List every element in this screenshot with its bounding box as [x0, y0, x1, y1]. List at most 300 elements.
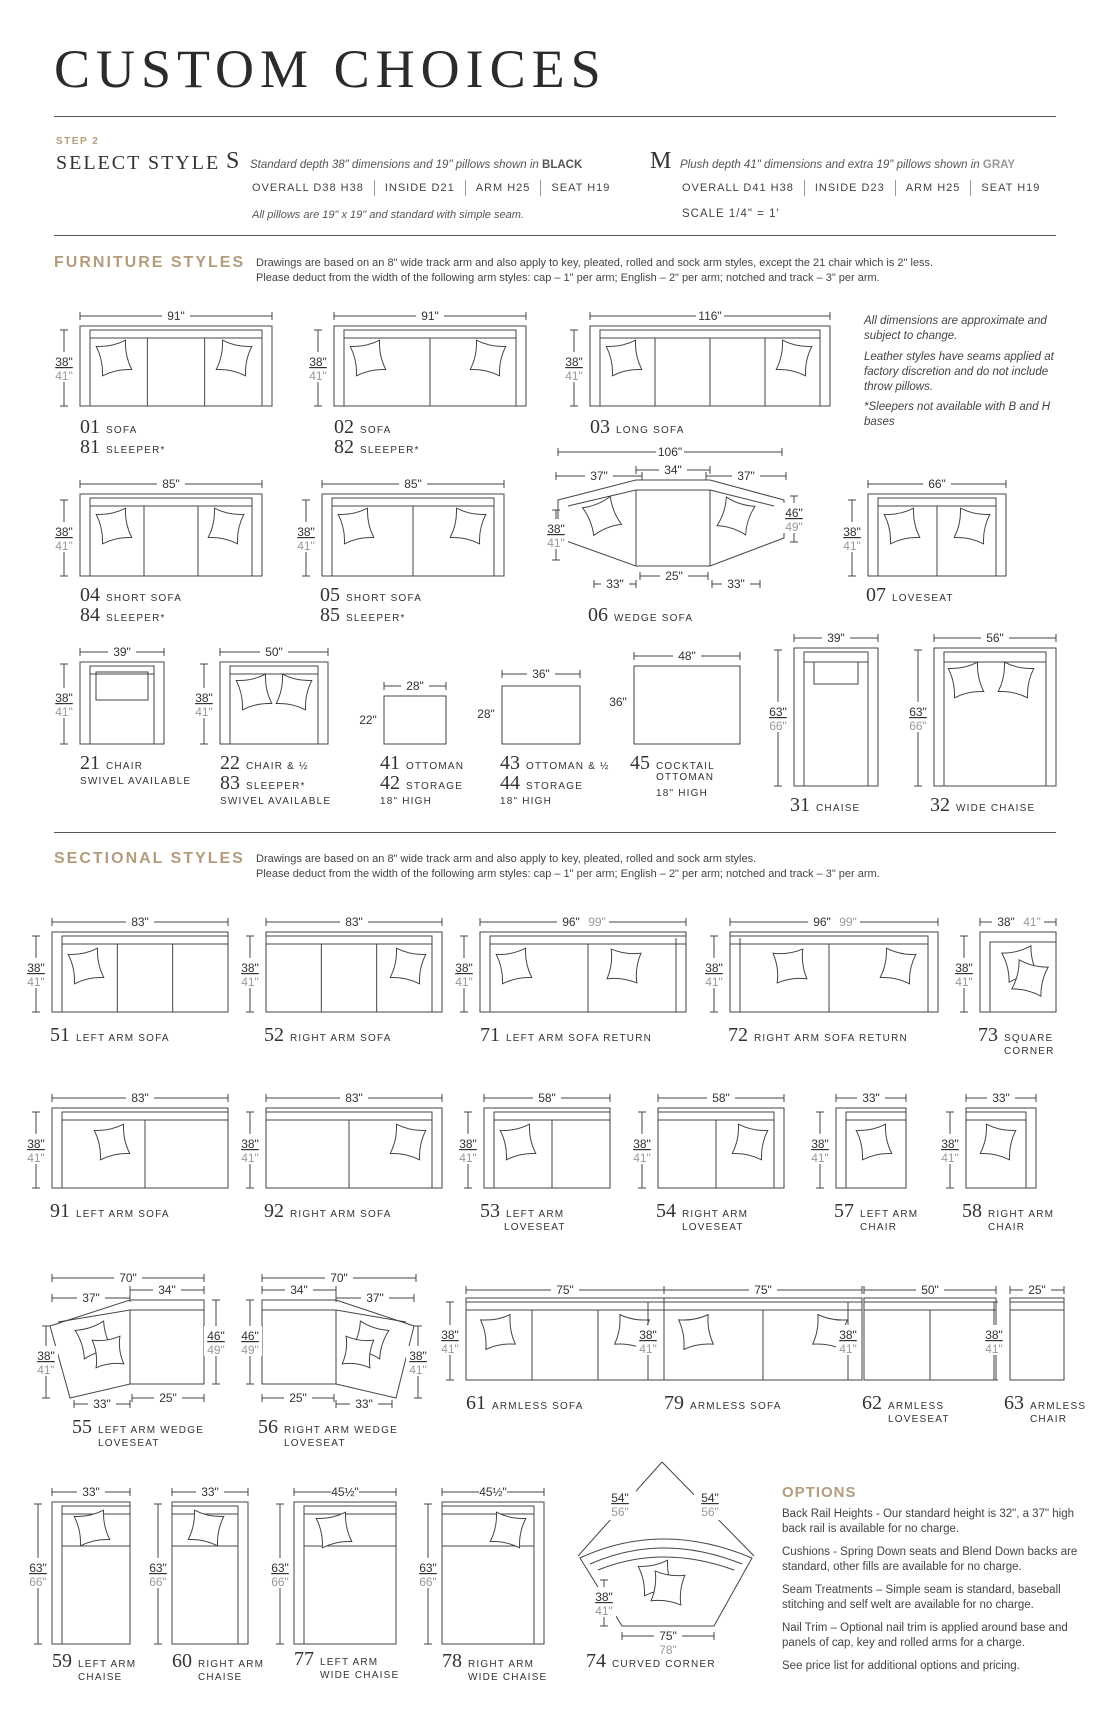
- ottoman-45: [634, 666, 740, 744]
- dim-43-w-label: 36": [532, 667, 550, 681]
- dim-79-w-label: 75": [754, 1283, 772, 1297]
- furniture-divider: [54, 832, 1056, 833]
- name-42: STORAGE: [406, 781, 464, 792]
- label-62: [862, 1392, 944, 1415]
- label-60: [172, 1650, 264, 1673]
- name-71: LEFT ARM SOFA RETURN: [506, 1033, 653, 1044]
- dim-77-d-d2: 66": [271, 1575, 289, 1589]
- label-81: [80, 436, 166, 459]
- dim-72-w-label2: 99": [839, 915, 857, 929]
- label-56: [258, 1416, 398, 1439]
- dim-74-d-d1: 38": [595, 1590, 613, 1604]
- dim-74-a2: 56": [611, 1505, 629, 1519]
- dim-58-d-d1: 38": [941, 1137, 959, 1151]
- m-inside: INSIDE D23: [814, 181, 885, 194]
- dim-74-w2: 78": [659, 1643, 677, 1657]
- sec-59-pillow: [74, 1510, 110, 1546]
- name-62: ARMLESS: [888, 1401, 945, 1412]
- dim-56-d-d2: 41": [409, 1363, 427, 1377]
- sec-57-pillow: [856, 1124, 892, 1160]
- label-21: [80, 752, 143, 775]
- name-58: RIGHT ARM: [988, 1209, 1055, 1220]
- name-05: SHORT SOFA: [346, 593, 423, 604]
- s-inside: INSIDE D21: [384, 181, 455, 194]
- sub-78: WIDE CHAISE: [468, 1672, 548, 1683]
- num-31: 31: [790, 794, 810, 816]
- num-73: 73: [978, 1024, 998, 1046]
- num-44: 44: [500, 772, 520, 794]
- num-63: 63: [1004, 1392, 1024, 1414]
- note-approx: All dimensions are approximate and subject to change.: [864, 315, 1047, 342]
- num-54: 54: [656, 1200, 676, 1222]
- num-51: 51: [50, 1024, 70, 1046]
- dim-63-d-d2: 41": [985, 1342, 1003, 1356]
- dim-72-d-d2: 41": [705, 975, 723, 989]
- option-back-rail: Back Rail Heights - Our standard height is 32", a 37" high back rail is available for no charge.: [782, 1508, 1074, 1535]
- dim-53-d-d1: 38": [459, 1137, 477, 1151]
- num-05: 05: [320, 584, 340, 606]
- label-58: [962, 1200, 1054, 1223]
- dim-06-d-d1: 38": [547, 522, 565, 536]
- dim-52-w-label: 83": [345, 915, 363, 929]
- sec-53-backrail: [494, 1112, 610, 1120]
- num-85: 85: [320, 604, 340, 626]
- dim-62-d-d2: 41": [839, 1342, 857, 1356]
- m-arm: ARM H25: [905, 181, 961, 194]
- sec-63-backrail: [1010, 1302, 1064, 1310]
- label-61: [466, 1392, 584, 1415]
- dim-55-e-d1: 46": [207, 1329, 225, 1343]
- sofa-05-pillow: [450, 508, 486, 544]
- num-92: 92: [264, 1200, 284, 1222]
- name-32: WIDE CHAISE: [956, 803, 1036, 814]
- label-07: [866, 584, 954, 607]
- sec-72-pillow: [773, 949, 807, 983]
- sofa-02-pillow: [470, 340, 506, 376]
- sofa-01-pillow: [96, 340, 132, 376]
- name-74: CURVED CORNER: [612, 1659, 716, 1670]
- name-60: RIGHT ARM: [198, 1659, 265, 1670]
- sofa-04-pillow: [208, 508, 244, 544]
- sub-63: CHAIR: [1030, 1414, 1068, 1425]
- dim-07-d-d1: 38": [843, 525, 861, 539]
- sec-55-pillow: [92, 1336, 124, 1368]
- num-55: 55: [72, 1416, 92, 1438]
- dim-74-w-label: 75": [659, 1629, 677, 1643]
- chair-21-backrail: [90, 666, 154, 674]
- option-nail-trim: Nail Trim – Optional nail trim is applied around base and panels of cap, key and rolled arms for a charge.: [782, 1622, 1068, 1649]
- sectional-heading: SECTIONAL STYLES: [54, 850, 245, 867]
- label-53: [480, 1200, 564, 1223]
- dim-53-d-d2: 41": [459, 1151, 477, 1165]
- s-arm: ARM H25: [475, 181, 531, 194]
- label-77: [294, 1648, 378, 1671]
- options-panel: [782, 1484, 1082, 1682]
- m-seat: SEAT H19: [981, 181, 1041, 194]
- dim-45-d: 36": [609, 695, 627, 709]
- sec-79-pillow: [679, 1315, 714, 1350]
- dim-61-w-label: 75": [556, 1283, 574, 1297]
- sectional-desc-1: Drawings are based on an 8" wide track arm and also apply to key, pleated, rolled and sock arm styles.: [256, 853, 757, 865]
- label-79: [664, 1392, 782, 1415]
- dim-06-g-label: 25": [665, 569, 683, 583]
- sofa-05-pillow: [338, 508, 374, 544]
- sub-57: CHAIR: [860, 1222, 898, 1233]
- dim-41-w-label: 28": [406, 679, 424, 693]
- dim-07-w-label: 66": [928, 477, 946, 491]
- sub-22: SWIVEL AVAILABLE: [220, 796, 332, 807]
- num-45: 45: [630, 752, 650, 774]
- dim-06-h-label: 33": [727, 577, 745, 591]
- options-heading: OPTIONS: [782, 1484, 857, 1501]
- label-55: [72, 1416, 204, 1439]
- sec-72-pillow: [880, 948, 916, 984]
- name-78: RIGHT ARM: [468, 1659, 535, 1670]
- name-92: RIGHT ARM SOFA: [290, 1209, 392, 1220]
- name-61: ARMLESS SOFA: [492, 1401, 584, 1412]
- label-85: [320, 604, 406, 627]
- dim-62-w-label: 50": [921, 1283, 939, 1297]
- name-82: SLEEPER*: [360, 445, 420, 456]
- sec-54-pillow: [732, 1124, 768, 1160]
- dim-77-d-d1: 63": [271, 1561, 289, 1575]
- dim-91-d-d2: 41": [27, 1151, 45, 1165]
- dim-21-d-d2: 41": [55, 705, 73, 719]
- sofa-03-pillow: [606, 340, 642, 376]
- name-84: SLEEPER*: [106, 613, 166, 624]
- dim-55-b-label: 34": [158, 1283, 176, 1297]
- num-01: 01: [80, 416, 100, 438]
- style-s-letter: S: [226, 148, 240, 174]
- furniture-desc-2: Please deduct from the width of the following arm styles: cap – 1" per arm; English – 2" per arm; notched and track – 3" per arm.: [256, 272, 880, 284]
- dim-73-w-label2: 41": [1023, 915, 1041, 929]
- dim-06-e-d1: 46": [785, 506, 803, 520]
- num-61: 61: [466, 1392, 486, 1414]
- sofa-04-pillow: [96, 508, 132, 544]
- sec-59-back: [62, 1506, 130, 1514]
- dim-51-w-label: 83": [131, 915, 149, 929]
- num-84: 84: [80, 604, 100, 626]
- name-01: SOFA: [106, 425, 138, 436]
- sec-72-backrail: [730, 936, 928, 944]
- label-83: [220, 772, 306, 795]
- dim-74-b2: 56": [701, 1505, 719, 1519]
- sec-51-pillow: [68, 948, 104, 984]
- num-91: 91: [50, 1200, 70, 1222]
- name-53: LEFT ARM: [506, 1209, 565, 1220]
- sec-78-frame: [442, 1502, 544, 1644]
- label-74: [586, 1650, 716, 1673]
- dim-56-e-d1: 46": [241, 1329, 259, 1343]
- label-72: [728, 1024, 908, 1047]
- dim-78-w-label: 45½": [479, 1485, 507, 1499]
- dim-06-d-d2: 41": [547, 536, 565, 550]
- dim-92-d-d1: 38": [241, 1137, 259, 1151]
- sec-53-pillow: [500, 1124, 536, 1160]
- dim-73-w-label: 38": [997, 915, 1015, 929]
- name-31: CHAISE: [816, 803, 861, 814]
- name-03: LONG SOFA: [616, 425, 685, 436]
- num-22: 22: [220, 752, 240, 774]
- wedge-06-pillow: [717, 497, 755, 535]
- name-85: SLEEPER*: [346, 613, 406, 624]
- sec-71-pillow: [496, 948, 532, 984]
- name-83: SLEEPER*: [246, 781, 306, 792]
- dim-91-w-label: 83": [131, 1091, 149, 1105]
- dim-74-d-d2: 41": [595, 1604, 613, 1618]
- sub-55: LOVESEAT: [98, 1438, 160, 1449]
- chaise-32-back: [944, 652, 1046, 662]
- num-21: 21: [80, 752, 100, 774]
- dim-56-b-label: 37": [366, 1291, 384, 1305]
- sub-21: SWIVEL AVAILABLE: [80, 776, 192, 787]
- num-53: 53: [480, 1200, 500, 1222]
- sectional-desc-2: Please deduct from the width of the following arm styles: cap – 1" per arm; English – 2" per arm; notched and track – 3" per arm.: [256, 868, 880, 880]
- sec-92-backrail: [266, 1112, 432, 1120]
- dim-32-d-d2: 66": [909, 719, 927, 733]
- dim-55-w-label: 70": [119, 1271, 137, 1285]
- num-32: 32: [930, 794, 950, 816]
- label-51: [50, 1024, 170, 1047]
- sec-60-back: [172, 1506, 238, 1514]
- dim-57-d-d1: 38": [811, 1137, 829, 1151]
- num-83: 83: [220, 772, 240, 794]
- dim-41-d: 22": [359, 713, 377, 727]
- chair-22-pillow: [276, 674, 312, 710]
- sec-92-pillow: [390, 1124, 426, 1160]
- dim-03-w-label: 116": [698, 309, 722, 323]
- ottoman-41: [384, 696, 446, 744]
- sofa-07-backrail: [878, 498, 996, 506]
- dim-79-d-d1: 38": [639, 1328, 657, 1342]
- style-m-color: GRAY: [982, 159, 1016, 171]
- dim-52-d-d2: 41": [241, 975, 259, 989]
- dim-61-d-d2: 41": [441, 1342, 459, 1356]
- name-77: LEFT ARM: [320, 1657, 379, 1668]
- sec-58-backrail: [966, 1112, 1026, 1120]
- label-84: [80, 604, 166, 627]
- dim-72-w-label: 96": [813, 915, 831, 929]
- s-seat: SEAT H19: [551, 181, 611, 194]
- label-57: [834, 1200, 918, 1223]
- label-31: [790, 794, 860, 817]
- sub-62: LOVESEAT: [888, 1414, 950, 1425]
- num-06: 06: [588, 604, 608, 626]
- label-91: [50, 1200, 170, 1223]
- label-82: [334, 436, 420, 459]
- style-s-color: BLACK: [542, 159, 583, 171]
- dim-06-c-label: 37": [737, 469, 755, 483]
- name-56: RIGHT ARM WEDGE: [284, 1425, 398, 1436]
- dim-04-d-d2: 41": [55, 539, 73, 553]
- dim-43-d: 28": [477, 707, 495, 721]
- sec-60-pillow: [188, 1510, 224, 1546]
- label-59: [52, 1650, 136, 1673]
- num-79: 79: [664, 1392, 684, 1414]
- sec-58-pillow: [980, 1124, 1016, 1160]
- dim-07-d-d2: 41": [843, 539, 861, 553]
- chair-22-pillow: [236, 674, 272, 710]
- dim-55-e-d2: 49": [207, 1343, 225, 1357]
- dim-31-d-d2: 66": [769, 719, 787, 733]
- dim-63-w-label: 25": [1028, 1283, 1046, 1297]
- pillow-note: All pillows are 19" x 19" and standard with simple seam.: [252, 209, 524, 221]
- num-59: 59: [52, 1650, 72, 1672]
- num-58: 58: [962, 1200, 982, 1222]
- note-leather: Leather styles have seams applied at factory discretion and do not include throw pillows.: [864, 351, 1054, 393]
- sub-45: OTTOMAN: [656, 772, 715, 783]
- dim-59-w-label: 33": [82, 1485, 100, 1499]
- chaise-31-frame: [794, 648, 878, 786]
- num-03: 03: [590, 416, 610, 438]
- dim-06-w-label: 106": [657, 445, 683, 459]
- dim-54-d-d2: 41": [633, 1151, 651, 1165]
- num-43: 43: [500, 752, 520, 774]
- dim-57-d-d2: 41": [811, 1151, 829, 1165]
- dim-52-d-d1: 38": [241, 961, 259, 975]
- chaise-32-pillow: [998, 662, 1034, 698]
- dim-60-w-label: 33": [201, 1485, 219, 1499]
- dim-74-b1: 54": [701, 1491, 719, 1505]
- sec-62-backrail: [864, 1302, 996, 1310]
- dim-51-d-d1: 38": [27, 961, 45, 975]
- sec-91-pillow: [94, 1124, 130, 1160]
- sec-71-backrail: [490, 936, 686, 944]
- sec-52-backrail: [266, 936, 432, 944]
- label-03: [590, 416, 685, 439]
- sec-51-backrail: [62, 936, 228, 944]
- step-title: SELECT STYLE: [56, 152, 221, 174]
- label-06: [588, 604, 693, 627]
- dim-32-w-label: 56": [986, 631, 1004, 645]
- sub-56: LOVESEAT: [284, 1438, 346, 1449]
- dim-02-d-d1: 38": [309, 355, 327, 369]
- style-s-desc-text: Standard depth 38" dimensions and 19" pillows shown in: [250, 159, 539, 171]
- dim-03-d-d1: 38": [565, 355, 583, 369]
- sub-54: LOVESEAT: [682, 1222, 744, 1233]
- dim-21-w-label: 39": [113, 645, 131, 659]
- dim-55-a-label: 37": [82, 1291, 100, 1305]
- dim-54-w-label: 58": [712, 1091, 730, 1105]
- sec-57-backrail: [846, 1112, 906, 1120]
- dim-32-d-d1: 63": [909, 705, 927, 719]
- dim-74-a1: 54": [611, 1491, 629, 1505]
- name-59: LEFT ARM: [78, 1659, 137, 1670]
- dim-31-d-d1: 63": [769, 705, 787, 719]
- furniture-desc-1: Drawings are based on an 8" wide track arm and also apply to key, pleated, rolled and sock arm styles, except the 21 chair which is 2" less.: [256, 257, 934, 269]
- dim-57-w-label: 33": [862, 1091, 880, 1105]
- label-52: [264, 1024, 392, 1047]
- dim-71-d-d1: 38": [455, 961, 473, 975]
- option-price-list: See price list for additional options and pricing.: [782, 1660, 1020, 1672]
- num-41: 41: [380, 752, 400, 774]
- step-label: STEP 2: [56, 136, 100, 147]
- name-04: SHORT SOFA: [106, 593, 183, 604]
- name-72: RIGHT ARM SOFA RETURN: [754, 1033, 908, 1044]
- dim-62-d-d1: 38": [839, 1328, 857, 1342]
- option-cushions: Cushions - Spring Down seats and Blend Down backs are standard, other fills are available for no charge.: [782, 1546, 1078, 1573]
- dim-73-d-d1: 38": [955, 961, 973, 975]
- dim-31-w-label: 39": [827, 631, 845, 645]
- num-57: 57: [834, 1200, 854, 1222]
- dim-59-d-d2: 66": [29, 1575, 47, 1589]
- dim-03-d-d2: 41": [565, 369, 583, 383]
- sec-78-back: [442, 1506, 534, 1514]
- sub-43: 18" HIGH: [500, 796, 553, 807]
- num-74: 74: [586, 1650, 606, 1672]
- dim-22-d-d2: 41": [195, 705, 213, 719]
- num-42: 42: [380, 772, 400, 794]
- name-57: LEFT ARM: [860, 1209, 919, 1220]
- dim-05-w-label: 85": [404, 477, 422, 491]
- dim-02-w-label: 91": [421, 309, 439, 323]
- dim-60-d-d1: 63": [149, 1561, 167, 1575]
- scale-note: SCALE 1/4" = 1': [682, 208, 780, 220]
- dim-73-d-d2: 41": [955, 975, 973, 989]
- dim-06-f-label: 33": [606, 577, 624, 591]
- dim-71-d-d2: 41": [455, 975, 473, 989]
- dim-55-f-label: 33": [93, 1397, 111, 1411]
- dim-78-d-d2: 66": [419, 1575, 437, 1589]
- sec-78-pillow: [490, 1512, 526, 1548]
- name-41: OTTOMAN: [406, 761, 465, 772]
- dim-79-d-d2: 41": [639, 1342, 657, 1356]
- label-92: [264, 1200, 392, 1223]
- dim-55-d-d2: 41": [37, 1363, 55, 1377]
- sec-61-pillow: [481, 1315, 516, 1350]
- num-56: 56: [258, 1416, 278, 1438]
- dim-63-d-d1: 38": [985, 1328, 1003, 1342]
- name-07: LOVESEAT: [892, 593, 954, 604]
- wedge-06-pillow: [582, 496, 621, 535]
- dim-61-d-d1: 38": [441, 1328, 459, 1342]
- name-44: STORAGE: [526, 781, 584, 792]
- num-82: 82: [334, 436, 354, 458]
- s-overall: OVERALL D38 H38: [252, 181, 364, 194]
- num-04: 04: [80, 584, 100, 606]
- note-sleepers: *Sleepers not available with B and H bases: [864, 401, 1051, 428]
- dim-71-w-label2: 99": [588, 915, 606, 929]
- dim-77-w-label: 45½": [331, 1485, 359, 1499]
- sub-73: CORNER: [1004, 1046, 1055, 1057]
- sofa-07-pillow: [954, 508, 990, 544]
- label-42: [380, 772, 463, 795]
- label-73: [978, 1024, 1053, 1047]
- name-21: CHAIR: [106, 761, 144, 772]
- dim-06-a-label: 37": [590, 469, 608, 483]
- name-02: SOFA: [360, 425, 392, 436]
- chaise-31-back: [804, 652, 868, 662]
- dim-55-d-d1: 38": [37, 1349, 55, 1363]
- dim-51-d-d2: 41": [27, 975, 45, 989]
- num-60: 60: [172, 1650, 192, 1672]
- dim-56-f-label: 25": [289, 1391, 307, 1405]
- dim-22-d-d1: 38": [195, 691, 213, 705]
- name-52: RIGHT ARM SOFA: [290, 1033, 392, 1044]
- sec-77-pillow: [316, 1512, 352, 1548]
- dim-92-w-label: 83": [345, 1091, 363, 1105]
- dim-78-d-d1: 63": [419, 1561, 437, 1575]
- sofa-02-pillow: [350, 340, 386, 376]
- name-51: LEFT ARM SOFA: [76, 1033, 170, 1044]
- sec-74-pillow: [651, 1571, 685, 1605]
- num-81: 81: [80, 436, 100, 458]
- name-79: ARMLESS SOFA: [690, 1401, 782, 1412]
- sec-79-backrail: [664, 1302, 862, 1310]
- dim-60-d-d2: 66": [149, 1575, 167, 1589]
- num-78: 78: [442, 1650, 462, 1672]
- sofa-01-pillow: [216, 340, 252, 376]
